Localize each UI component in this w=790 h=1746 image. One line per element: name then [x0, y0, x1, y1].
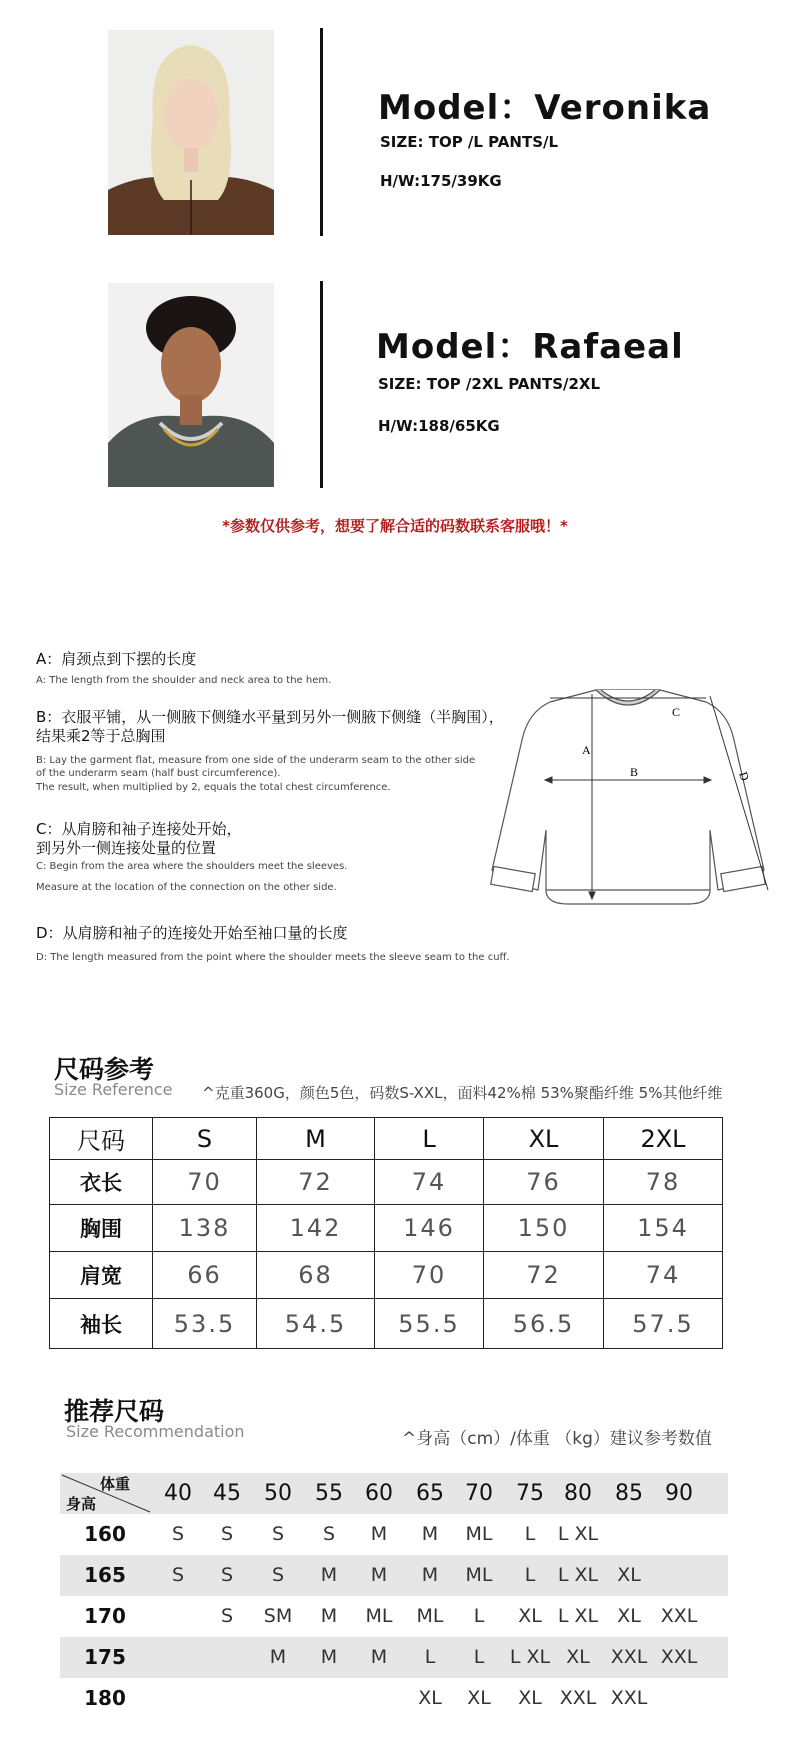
size-value: 54.5	[257, 1299, 375, 1349]
size-value: 57.5	[604, 1299, 723, 1349]
height-label: 170	[84, 1604, 126, 1628]
size-table	[49, 1117, 723, 1349]
model-size: SIZE: TOP /L PANTS/L	[380, 133, 559, 151]
size-row-label: 衣长	[50, 1160, 153, 1205]
diagram-label-a: A	[582, 743, 591, 757]
size-table-row	[50, 1252, 723, 1299]
recommended-size-cell: S	[171, 1523, 185, 1545]
recommended-size-cell: S	[220, 1605, 234, 1627]
size-value: 56.5	[484, 1299, 604, 1349]
recommended-size-cell: L XL	[509, 1646, 551, 1668]
divider-line	[320, 281, 323, 488]
recommended-size-cell: M	[370, 1564, 388, 1586]
recommended-size-cell: S	[322, 1523, 336, 1545]
recommended-size-cell	[153, 1596, 203, 1637]
model-photo-veronika	[108, 30, 274, 235]
measure-a-en: A: The length from the shoulder and neck area to the hem.	[36, 675, 332, 686]
recommend-row	[60, 1596, 728, 1637]
model-height-weight: H/W:188/65KG	[378, 417, 500, 435]
recommended-size-cell: ML	[465, 1523, 493, 1545]
corner-height-label: 身高	[66, 1495, 97, 1513]
size-table-row	[50, 1160, 723, 1205]
measure-b-cn-2: 结果乘2等于总胸围	[36, 727, 166, 745]
measure-c-cn-2: 到另外一侧连接处量的位置	[36, 839, 217, 857]
size-value: 66	[153, 1252, 257, 1299]
size-value: 53.5	[153, 1299, 257, 1349]
size-value: 142	[257, 1205, 375, 1252]
measure-a-cn: A：肩颈点到下摆的长度	[36, 650, 197, 668]
size-table-row	[50, 1299, 723, 1349]
weight-header-cell: 75	[516, 1481, 544, 1506]
weight-header-cell: 90	[665, 1481, 693, 1506]
recommended-size-cell: XL	[418, 1687, 442, 1709]
size-ref-title: 尺码参考	[54, 1055, 155, 1084]
size-table-row	[50, 1205, 723, 1252]
size-header-cell: 尺码	[50, 1118, 153, 1160]
recommended-size-cell: L	[424, 1646, 436, 1668]
weight-header-cell: 45	[213, 1481, 241, 1506]
size-value: 146	[375, 1205, 484, 1252]
measure-b-en-2: of the underarm seam (half bust circumference).	[36, 768, 281, 779]
size-header-cell: L	[375, 1118, 484, 1160]
recommended-size-cell: M	[370, 1646, 388, 1668]
size-value: 78	[604, 1160, 723, 1205]
weight-header-cell: 55	[315, 1481, 343, 1506]
model-height-weight: H/W:175/39KG	[380, 172, 502, 190]
recommended-size-cell	[202, 1678, 252, 1719]
measure-b-en-1: B: Lay the garment flat, measure from one side of the underarm seam to the other side	[36, 755, 476, 766]
recommended-size-cell: L XL	[557, 1523, 599, 1545]
recommended-size-cell: L	[473, 1605, 485, 1627]
recommend-title: 推荐尺码	[64, 1397, 165, 1426]
recommended-size-cell: S	[271, 1564, 285, 1586]
measure-c-en-1: C: Begin from the area where the shoulders meet the sleeves.	[36, 861, 348, 872]
size-header-cell: S	[153, 1118, 257, 1160]
recommended-size-cell	[354, 1678, 404, 1719]
recommended-size-cell: S	[220, 1564, 234, 1586]
height-label: 160	[84, 1522, 126, 1546]
weight-header-cell: 85	[615, 1481, 643, 1506]
recommended-size-cell: SM	[263, 1605, 293, 1627]
recommended-size-cell: ML	[416, 1605, 444, 1627]
recommended-size-cell: M	[421, 1564, 439, 1586]
model-photo-rafaeal	[108, 283, 274, 487]
recommended-size-cell: S	[271, 1523, 285, 1545]
recommended-size-cell: M	[269, 1646, 287, 1668]
recommend-row	[60, 1514, 728, 1555]
measure-b-en-3: The result, when multiplied by 2, equals the total chest circumference.	[36, 782, 391, 793]
notice-text: *参数仅供参考，想要了解合适的码数联系客服哦！*	[222, 517, 568, 535]
recommend-row	[60, 1555, 728, 1596]
recommended-size-cell: XL	[518, 1605, 542, 1627]
model-name: Model：Veronika	[378, 88, 712, 128]
recommended-size-cell: L	[473, 1646, 485, 1668]
recommended-size-cell: ML	[365, 1605, 393, 1627]
weight-header-cell: 65	[416, 1481, 444, 1506]
size-header-cell: M	[257, 1118, 375, 1160]
measure-d-en: D: The length measured from the point where the shoulder meets the sleeve seam to the cuff.	[36, 952, 510, 963]
recommended-size-cell	[604, 1514, 654, 1555]
recommended-size-cell: M	[370, 1523, 388, 1545]
size-header-cell: XL	[484, 1118, 604, 1160]
weight-header-cell: 60	[365, 1481, 393, 1506]
recommended-size-cell	[253, 1678, 303, 1719]
recommended-size-cell	[654, 1514, 704, 1555]
diagram-label-d: D	[736, 770, 753, 783]
size-header-cell: 2XL	[604, 1118, 723, 1160]
recommended-size-cell: XXL	[660, 1646, 698, 1668]
recommended-size-cell: XXL	[610, 1646, 648, 1668]
measure-c-cn-1: C：从肩膀和袖子连接处开始，	[36, 820, 242, 838]
recommended-size-cell: S	[220, 1523, 234, 1545]
weight-header-cell: 40	[164, 1481, 192, 1506]
size-value: 55.5	[375, 1299, 484, 1349]
weight-header-cell: 70	[465, 1481, 493, 1506]
recommended-size-cell: XXL	[559, 1687, 597, 1709]
recommended-size-cell: L	[524, 1523, 536, 1545]
recommended-size-cell	[654, 1678, 704, 1719]
recommended-size-cell: XL	[518, 1687, 542, 1709]
diagram-label-c: C	[672, 705, 681, 719]
size-value: 70	[153, 1160, 257, 1205]
recommended-size-cell: XXL	[610, 1687, 648, 1709]
recommend-row	[60, 1637, 728, 1678]
size-value: 70	[375, 1252, 484, 1299]
height-label: 165	[84, 1563, 126, 1587]
measure-d-cn: D：从肩膀和袖子的连接处开始至袖口量的长度	[36, 924, 348, 942]
recommend-subtitle: Size Recommendation	[66, 1422, 245, 1441]
recommend-row	[60, 1678, 728, 1719]
recommend-table	[60, 1473, 728, 1719]
model-name: Model：Rafaeal	[376, 327, 684, 367]
recommended-size-cell	[304, 1678, 354, 1719]
size-row-label: 肩宽	[50, 1252, 153, 1299]
recommended-size-cell	[654, 1555, 704, 1596]
recommended-size-cell: L	[524, 1564, 536, 1586]
recommend-header-row	[60, 1473, 728, 1514]
size-value: 138	[153, 1205, 257, 1252]
size-value: 76	[484, 1160, 604, 1205]
recommend-note: ^身高（cm）/体重 （kg）建议参考数值	[402, 1429, 712, 1449]
weight-header-cell: 50	[264, 1481, 292, 1506]
diagram-label-b: B	[630, 765, 639, 779]
size-value: 68	[257, 1252, 375, 1299]
size-ref-subtitle: Size Reference	[54, 1080, 173, 1099]
recommended-size-cell: L XL	[557, 1564, 599, 1586]
height-label: 175	[84, 1645, 126, 1669]
recommended-size-cell: S	[171, 1564, 185, 1586]
size-value: 150	[484, 1205, 604, 1252]
size-row-label: 袖长	[50, 1299, 153, 1349]
recommended-size-cell: XL	[617, 1564, 641, 1586]
recommended-size-cell: XL	[566, 1646, 590, 1668]
size-value: 154	[604, 1205, 723, 1252]
measure-b-cn-1: B：衣服平铺，从一侧腋下侧缝水平量到另外一侧腋下侧缝（半胸围），	[36, 708, 504, 726]
recommended-size-cell: M	[320, 1564, 338, 1586]
recommended-size-cell: XXL	[660, 1605, 698, 1627]
recommended-size-cell: M	[421, 1523, 439, 1545]
recommended-size-cell: XL	[467, 1687, 491, 1709]
corner-weight-label: 体重	[100, 1475, 131, 1493]
recommended-size-cell	[202, 1637, 252, 1678]
recommended-size-cell: M	[320, 1646, 338, 1668]
weight-header-cell: 80	[564, 1481, 592, 1506]
size-value: 74	[604, 1252, 723, 1299]
height-label: 180	[84, 1686, 126, 1710]
recommended-size-cell: ML	[465, 1564, 493, 1586]
recommended-size-cell: XL	[617, 1605, 641, 1627]
divider-line	[320, 28, 323, 236]
recommended-size-cell	[153, 1678, 203, 1719]
size-value: 72	[484, 1252, 604, 1299]
recommended-size-cell: M	[320, 1605, 338, 1627]
size-table-header	[50, 1118, 723, 1160]
measure-c-en-2: Measure at the location of the connection on the other side.	[36, 882, 337, 893]
recommended-size-cell	[153, 1637, 203, 1678]
sweatshirt-diagram	[488, 680, 778, 912]
size-value: 74	[375, 1160, 484, 1205]
recommended-size-cell: L XL	[557, 1605, 599, 1627]
size-row-label: 胸围	[50, 1205, 153, 1252]
size-value: 72	[257, 1160, 375, 1205]
model-size: SIZE: TOP /2XL PANTS/2XL	[378, 375, 601, 393]
size-ref-note: ^克重360G，颜色5色，码数S-XXL，面料42%棉 53%聚酯纤维 5%其他纤维	[202, 1084, 723, 1102]
